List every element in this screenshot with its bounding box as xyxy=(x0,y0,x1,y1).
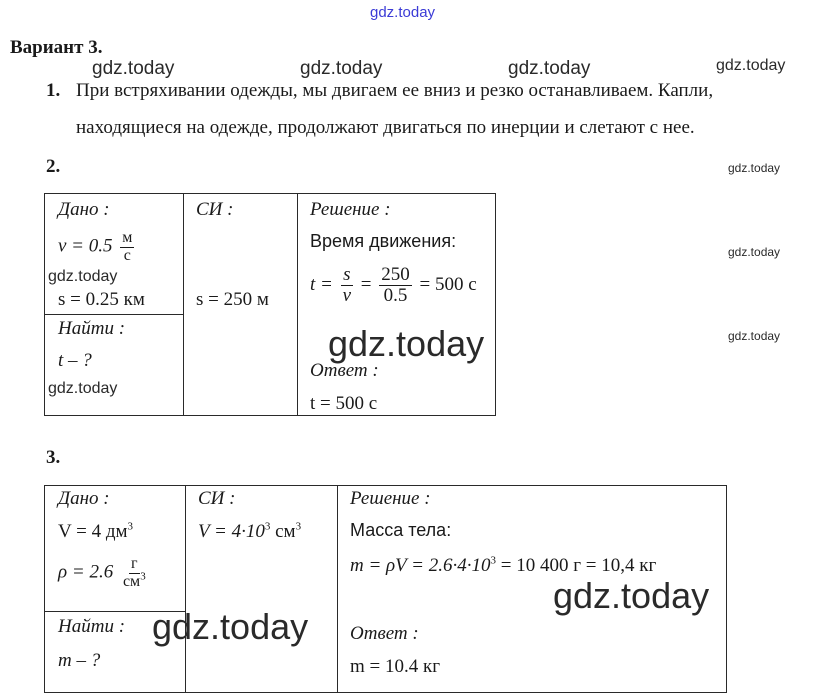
task2-velocity-unit xyxy=(120,230,134,265)
watermark: gdz.today xyxy=(728,161,781,175)
task3-density-unit-num: г xyxy=(131,555,138,572)
task3-find-value: m – ? xyxy=(58,650,101,671)
task2-velocity-given xyxy=(58,230,137,265)
task2-fraction-numeric xyxy=(379,265,412,306)
task2-solution-header: Решение : xyxy=(310,199,391,220)
task1-number: 1. xyxy=(46,80,61,101)
task3-density-unit xyxy=(121,556,148,591)
task2-frac2-den: 0.5 xyxy=(383,284,408,306)
task2-number: 2. xyxy=(46,156,61,177)
watermark: gdz.today xyxy=(300,58,383,79)
task2-distance-given: s = 0.25 км xyxy=(58,289,145,310)
task2-frac2-num: 250 xyxy=(381,264,410,285)
task3-divider-1 xyxy=(185,485,186,693)
task2-divider-2 xyxy=(297,193,298,416)
task3-solution-header: Решение : xyxy=(350,488,431,509)
task3-density-unit-den xyxy=(121,570,148,591)
variant-title: Вариант 3. xyxy=(10,37,103,58)
task3-si-value-b: см xyxy=(270,521,296,542)
task3-divider-2 xyxy=(337,485,338,693)
task3-density-unit-den-text: см xyxy=(122,572,141,590)
task2-answer-header: Ответ : xyxy=(310,360,379,381)
task2-t-lhs: t = xyxy=(310,273,333,295)
watermark: gdz.today xyxy=(716,57,786,74)
task2-frac1-den: v xyxy=(342,284,352,306)
task3-mass-b: = 10 400 г = 10,4 кг xyxy=(496,555,657,576)
watermark: gdz.today xyxy=(328,323,485,364)
task3-si-value xyxy=(198,521,301,543)
task2-velocity-unit-num: м xyxy=(122,229,133,246)
task2-find-value: t – ? xyxy=(58,350,92,371)
watermark-top: gdz.today xyxy=(370,4,436,21)
watermark: gdz.today xyxy=(728,245,781,259)
task3-answer-header: Ответ : xyxy=(350,623,419,644)
task2-si-header: СИ : xyxy=(196,199,234,220)
task3-si-header: СИ : xyxy=(198,488,236,509)
task2-answer-value: t = 500 с xyxy=(310,393,378,414)
task2-given-divider xyxy=(44,314,183,315)
task3-given-header: Дано : xyxy=(58,488,110,509)
watermark: gdz.today xyxy=(48,380,118,397)
task2-solution-caption: Время движения: xyxy=(310,231,457,251)
task1-text-line1: При встряхивании одежды, мы двигаем ее вниз и резко останавливаем. Капли, xyxy=(76,80,714,101)
task3-si-exp: 3 xyxy=(264,520,271,533)
task2-divider-1 xyxy=(183,193,184,416)
watermark: gdz.today xyxy=(152,606,309,647)
task3-mass-exp: 3 xyxy=(490,554,496,567)
watermark: gdz.today xyxy=(553,575,710,616)
watermark: gdz.today xyxy=(508,58,591,79)
watermark: gdz.today xyxy=(92,58,175,79)
task3-density-lhs: ρ = 2.6 xyxy=(58,561,114,583)
task2-given-header: Дано : xyxy=(58,199,110,220)
watermark: gdz.today xyxy=(728,329,781,343)
task2-fraction-symbolic xyxy=(341,265,353,306)
task2-frac1-num: s xyxy=(343,264,351,285)
task3-density-given xyxy=(58,556,151,591)
task3-mass-formula xyxy=(350,555,656,577)
task3-number: 3. xyxy=(46,447,61,468)
watermark: gdz.today xyxy=(48,268,118,285)
task3-answer-value: m = 10.4 кг xyxy=(350,656,441,677)
task3-volume-exp: 3 xyxy=(127,520,134,533)
task2-find-header: Найти : xyxy=(58,318,126,339)
task3-solution-caption: Масса тела: xyxy=(350,520,452,540)
task2-si-value: s = 250 м xyxy=(196,289,269,310)
task2-velocity-lhs: v = 0.5 xyxy=(58,235,113,257)
task3-mass-a: m = ρV = 2.6·4·10 xyxy=(350,555,491,576)
task2-velocity-unit-den: с xyxy=(123,246,131,264)
task3-si-unit-exp: 3 xyxy=(295,520,302,533)
task1-text-line2: находящиеся на одежде, продолжают двигаться по инерции и слетают с нее. xyxy=(76,117,695,138)
task2-solution-formula xyxy=(310,265,477,306)
task2-t-result: = 500 с xyxy=(419,273,477,295)
task3-volume-given xyxy=(58,521,133,543)
task3-volume-text: V = 4 дм xyxy=(58,521,128,542)
task3-find-header: Найти : xyxy=(58,616,126,637)
task2-eq1: = xyxy=(360,273,372,295)
task3-si-value-a: V = 4·10 xyxy=(198,521,265,542)
task3-density-unit-exp: 3 xyxy=(140,570,146,583)
